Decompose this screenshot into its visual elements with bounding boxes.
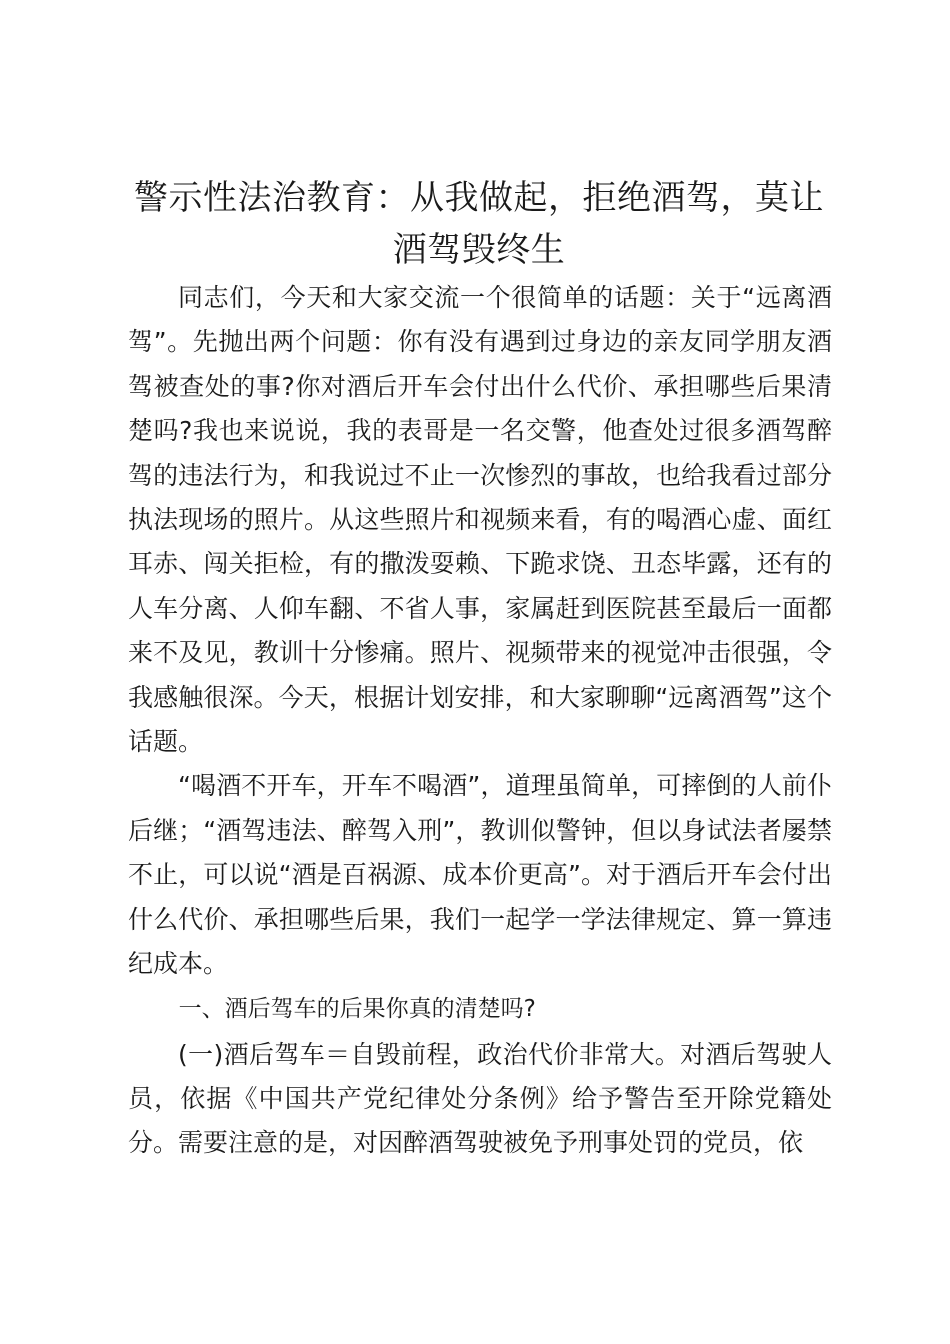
subsection-paragraph: (一)酒后驾车＝自毁前程，政治代价非常大。对酒后驾驶人员，依据《中国共产党纪律处分条例》给予警告至开除党籍处分。需要注意的是，对因醉酒驾驶被免予刑事处罚的党员，依 (128, 1039, 832, 1158)
principle-paragraph: “喝酒不开车，开车不喝酒”，道理虽简单，可摔倒的人前仆后继；“酒驾违法、醉驾入刑”，教训似警钟，但以身试法者屡禁不止，可以说“酒是百祸源、成本价更高”。对于酒后开车会付出什么代价、承担哪些后果，我们一起学一学法律规定、算一算违纪成本。 (128, 771, 832, 979)
intro-paragraph: 同志们，今天和大家交流一个很简单的话题：关于“远离酒驾”。先抛出两个问题：你有没有遇到过身边的亲友同学朋友酒驾被查处的事?你对酒后开车会付出什么代价、承担哪些后果清楚吗?我也来说说，我的表哥是一名交警，他查处过很多酒驾醉驾的违法行为，和我说过不止一次惨烈的事故，也给我看过部分执法现场的照片。从这些照片和视频来看，有的喝酒心虚、面红耳赤、闯关拒检，有的撒泼耍赖、下跪求饶、丑态毕露，还有的人车分离、人仰车翻、不省人事，家属赶到医院甚至最后一面都来不及见，教训十分惨痛。照片、视频带来的视觉冲击很强，令我感触很深。今天，根据计划安排，和大家聊聊“远离酒驾”这个话题。 (128, 283, 832, 757)
document-body (128, 276, 832, 1166)
section-heading: 一、酒后驾车的后果你真的清楚吗? (178, 995, 536, 1022)
document-title: 警示性法治教育：从我做起，拒绝酒驾，莫让酒驾毁终生 (134, 178, 824, 270)
